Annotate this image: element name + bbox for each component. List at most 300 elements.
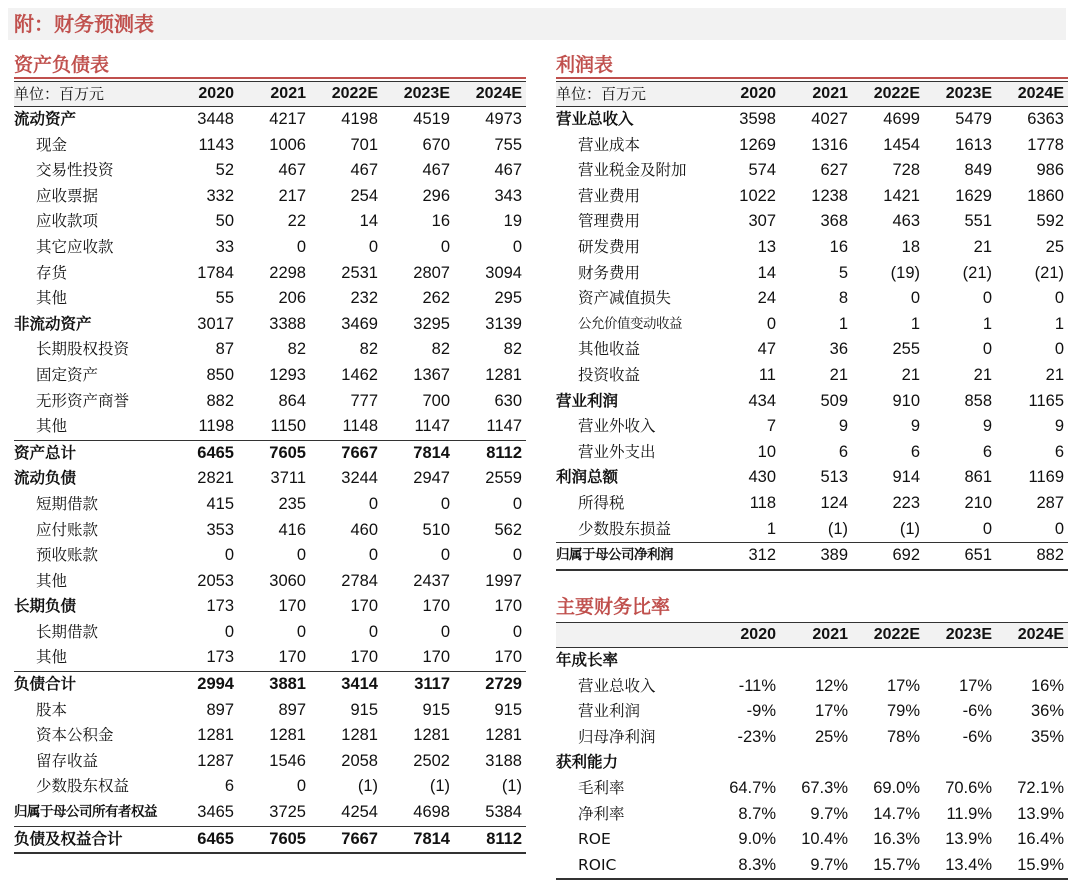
income-cell: 0	[924, 517, 996, 543]
income-cell: 463	[892, 212, 920, 231]
income-row	[556, 543, 1068, 570]
balance-cell: 82	[287, 340, 306, 359]
balance-cell: 415	[206, 494, 234, 513]
income-row	[556, 261, 1068, 287]
balance-cell: 3295	[413, 314, 450, 333]
balance-cell: 52	[215, 161, 234, 180]
income-cell: 9	[910, 417, 920, 436]
income-row-label: 投资收益	[578, 365, 641, 384]
balance-row-label: 资产总计	[14, 443, 77, 462]
balance-cell: 915	[494, 700, 522, 719]
balance-cell: 0	[368, 494, 378, 513]
ratios-cell: 70.6%	[945, 778, 992, 797]
balance-cell: 1293	[269, 365, 306, 384]
ratios-cell: 17%	[958, 676, 992, 695]
balance-cell: 0	[440, 494, 450, 513]
balance-row	[14, 337, 526, 363]
income-cell: 882	[996, 543, 1068, 570]
balance-cell: 254	[350, 186, 378, 205]
balance-row-label: 负债及权益合计	[14, 826, 166, 853]
balance-cell: 467	[350, 161, 378, 180]
balance-cell: 0	[512, 494, 522, 513]
ratios-cell: 13.9%	[945, 830, 992, 849]
ratios-title: 主要财务比率	[556, 596, 671, 618]
balance-row	[14, 698, 526, 724]
balance-cell: 170	[278, 597, 306, 616]
balance-sheet-title: 资产负债表	[14, 52, 526, 79]
income-row-label: 营业费用	[578, 186, 641, 205]
balance-cell: 232	[350, 289, 378, 308]
income-cell: 914	[892, 468, 920, 487]
income-cell: 1169	[1028, 468, 1064, 487]
balance-cell: 3117	[414, 675, 450, 694]
balance-cell: 4698	[382, 800, 454, 826]
balance-cell: 5384	[454, 800, 526, 826]
income-cell: 21	[973, 365, 992, 384]
balance-cell: 467	[278, 161, 306, 180]
balance-row-label: 少数股东权益	[36, 777, 130, 796]
balance-row-label: 负债合计	[14, 675, 77, 694]
income-cell: 0	[1054, 340, 1064, 359]
balance-sheet-table	[14, 81, 526, 854]
balance-row	[14, 774, 526, 800]
ratios-cell: -11%	[738, 676, 776, 695]
income-row-label: 少数股东损益	[556, 517, 708, 543]
balance-cell: 670	[422, 135, 450, 154]
balance-cell: 1143	[198, 135, 234, 154]
income-cell: 287	[1036, 493, 1064, 512]
balance-cell: 2502	[413, 751, 450, 770]
balance-row	[14, 107, 526, 133]
balance-cell: 882	[206, 391, 234, 410]
ratios-row	[556, 674, 1068, 700]
balance-row	[14, 569, 526, 595]
ratios-row-label: 年成长率	[556, 651, 619, 669]
ratios-cell: -9%	[746, 702, 776, 721]
ratios-cell	[924, 648, 996, 674]
balance-cell: 1147	[454, 414, 526, 440]
balance-row	[14, 312, 526, 338]
income-cell: 430	[748, 468, 776, 487]
income-row	[556, 158, 1068, 184]
balance-cell: 1281	[269, 726, 306, 745]
income-row	[556, 414, 1068, 440]
balance-cell: 1546	[269, 751, 306, 770]
income-cell: 223	[892, 493, 920, 512]
balance-cell: 897	[206, 700, 234, 719]
balance-row	[14, 209, 526, 235]
ratios-year-header: 2020	[708, 623, 780, 648]
ratios-cell: -6%	[962, 702, 992, 721]
balance-cell: 2531	[341, 263, 378, 282]
ratios-cell: 11.9%	[946, 804, 992, 823]
balance-cell: 850	[206, 365, 234, 384]
balance-cell: 630	[494, 391, 522, 410]
balance-cell: 3060	[269, 571, 306, 590]
income-year-header: 2023E	[924, 82, 996, 107]
income-cell: 7	[766, 417, 776, 436]
balance-cell: 8112	[486, 443, 522, 462]
income-cell: 18	[901, 237, 920, 256]
income-row-label: 研发费用	[578, 237, 641, 256]
balance-cell: 755	[494, 135, 522, 154]
balance-row	[14, 466, 526, 492]
income-cell: 8	[838, 289, 848, 308]
income-cell: 692	[852, 543, 924, 570]
balance-cell: 6465	[197, 443, 234, 462]
income-cell: 1	[708, 517, 780, 543]
balance-cell: 897	[278, 700, 306, 719]
ratios-cell	[708, 750, 780, 776]
income-cell: 312	[708, 543, 780, 570]
balance-cell: 0	[368, 237, 378, 256]
balance-row	[14, 826, 526, 853]
income-row-label: 财务费用	[578, 263, 641, 282]
income-cell: 651	[924, 543, 996, 570]
income-cell: 0	[982, 340, 992, 359]
balance-cell: 353	[206, 520, 234, 539]
ratios-row	[556, 802, 1068, 828]
balance-cell: 217	[278, 186, 306, 205]
balance-cell: 0	[512, 622, 522, 641]
balance-year-header: 2024E	[454, 82, 526, 107]
ratios-unit-label	[556, 623, 708, 648]
balance-row	[14, 749, 526, 775]
balance-cell: 1997	[485, 571, 522, 590]
balance-row	[14, 184, 526, 210]
balance-cell: 0	[296, 622, 306, 641]
balance-year-header: 2020	[166, 82, 238, 107]
ratios-year-header: 2023E	[924, 623, 996, 648]
balance-unit-label: 单位：百万元	[14, 82, 166, 107]
income-cell: 1	[1054, 314, 1064, 333]
balance-row	[14, 518, 526, 544]
balance-row-label: 其他	[14, 645, 166, 671]
balance-cell: 33	[215, 237, 234, 256]
balance-row-label: 其它应收款	[36, 237, 114, 256]
income-cell: 389	[780, 543, 852, 570]
ratios-year-header: 2024E	[996, 623, 1068, 648]
balance-cell: 4217	[269, 110, 306, 128]
balance-cell: 467	[494, 161, 522, 180]
ratios-cell: 17%	[814, 702, 848, 721]
balance-cell: 296	[422, 186, 450, 205]
balance-row	[14, 723, 526, 749]
balance-row-label: 交易性投资	[36, 161, 114, 180]
balance-cell: 170	[494, 597, 522, 616]
balance-row-label: 存货	[36, 263, 68, 282]
balance-row-label: 现金	[36, 135, 68, 154]
balance-row-label: 资本公积金	[36, 726, 114, 745]
balance-cell: 2729	[485, 675, 522, 694]
balance-cell: 19	[503, 212, 522, 231]
ratios-cell: 8.7%	[738, 804, 776, 823]
balance-cell: 4198	[341, 110, 378, 128]
income-cell: 24	[757, 289, 776, 308]
income-cell: 21	[829, 365, 848, 384]
income-cell: 1238	[811, 186, 848, 205]
balance-cell: 864	[278, 391, 306, 410]
income-cell: 1	[838, 314, 848, 333]
balance-cell: 7814	[382, 826, 454, 853]
income-cell: 1454	[883, 135, 920, 154]
balance-cell: 467	[422, 161, 450, 180]
income-row-label: 所得税	[578, 493, 625, 512]
ratios-cell: 15.9%	[996, 853, 1068, 880]
income-cell: 1629	[955, 186, 992, 205]
balance-cell: 7605	[269, 443, 306, 462]
income-cell: 1022	[739, 186, 776, 205]
ratios-cell: 72.1%	[1017, 778, 1064, 797]
balance-row	[14, 620, 526, 646]
balance-year-header: 2021	[238, 82, 310, 107]
income-row	[556, 312, 1068, 338]
income-cell: 9	[838, 417, 848, 436]
income-cell: 4699	[883, 110, 920, 128]
balance-cell: 0	[296, 546, 306, 565]
balance-cell: 915	[350, 700, 378, 719]
income-cell: 0	[982, 289, 992, 308]
ratios-row	[556, 750, 1068, 776]
balance-cell: 7667	[341, 443, 378, 462]
income-cell: 1613	[955, 135, 992, 154]
ratios-row	[556, 776, 1068, 802]
balance-cell: 1367	[413, 365, 450, 384]
income-cell: 21	[901, 365, 920, 384]
balance-cell: 1281	[485, 365, 522, 384]
ratios-cell: 12%	[814, 676, 848, 695]
income-cell: 0	[766, 314, 776, 333]
balance-cell: 3388	[269, 314, 306, 333]
income-cell: 307	[748, 212, 776, 231]
balance-row-label: 长期股权投资	[36, 340, 130, 359]
balance-year-header: 2022E	[310, 82, 382, 107]
income-cell: (1)	[780, 517, 852, 543]
income-row	[556, 491, 1068, 517]
balance-row	[14, 363, 526, 389]
ratios-row-label: 净利率	[578, 804, 625, 823]
balance-cell: 173	[206, 597, 234, 616]
balance-cell: 343	[494, 186, 522, 205]
balance-row-label: 应付账款	[36, 520, 99, 539]
income-cell: 1421	[883, 186, 920, 205]
ratios-cell: 8.3%	[708, 853, 780, 880]
income-cell: 849	[964, 161, 992, 180]
balance-cell: 87	[215, 340, 234, 359]
income-cell: 6	[838, 442, 848, 461]
income-cell: 124	[820, 493, 848, 512]
income-cell: 14	[757, 263, 776, 282]
income-row-label: 营业外收入	[578, 417, 656, 436]
balance-cell: 416	[278, 520, 306, 539]
balance-cell: 2298	[269, 263, 306, 282]
balance-row-label: 归属于母公司所有者权益	[14, 800, 166, 826]
income-header-row	[556, 82, 1068, 107]
balance-cell: 0	[440, 546, 450, 565]
income-cell: (1)	[852, 517, 924, 543]
income-cell: 118	[749, 493, 776, 512]
income-row-label: 利润总额	[556, 468, 619, 487]
balance-cell: 3448	[197, 110, 234, 128]
income-cell: 5479	[955, 110, 992, 128]
income-cell: 210	[964, 493, 992, 512]
income-cell: 3598	[739, 110, 776, 128]
balance-row-label: 流动负债	[14, 469, 77, 488]
balance-row-label: 其他	[36, 289, 68, 308]
balance-cell: 82	[359, 340, 378, 359]
ratios-row-label: 营业总收入	[578, 676, 656, 695]
income-row-label: 营业利润	[556, 391, 619, 410]
income-row-label: 营业外支出	[578, 442, 656, 461]
balance-row-label: 股本	[36, 700, 68, 719]
income-cell: (21)	[1034, 263, 1064, 282]
balance-cell: 0	[296, 237, 306, 256]
income-cell: 13	[757, 237, 776, 256]
income-statement-title: 利润表	[556, 52, 1068, 79]
balance-cell: 235	[278, 494, 306, 513]
balance-cell: (1)	[357, 777, 378, 796]
ratios-row-label: 营业利润	[578, 702, 641, 721]
income-cell: 10	[757, 442, 776, 461]
income-cell: (21)	[962, 263, 992, 282]
ratios-cell: 25%	[814, 727, 848, 746]
balance-cell: 2559	[485, 469, 522, 488]
balance-cell: 295	[494, 289, 522, 308]
ratios-header-row	[556, 623, 1068, 648]
ratios-year-header: 2022E	[852, 623, 924, 648]
balance-cell: (1)	[429, 777, 450, 796]
balance-row-label: 长期借款	[36, 622, 99, 641]
balance-cell: 1281	[485, 726, 522, 745]
ratios-row-label: 归母净利润	[578, 727, 656, 746]
income-cell: (19)	[890, 263, 920, 282]
balance-cell: 7605	[238, 826, 310, 853]
ratios-cell: -6%	[962, 727, 992, 746]
income-cell: 9	[982, 417, 992, 436]
balance-cell: 50	[215, 212, 234, 231]
income-cell: 368	[820, 212, 848, 231]
balance-cell: 1150	[238, 414, 310, 440]
balance-cell: 1006	[269, 135, 306, 154]
balance-cell: 3469	[341, 314, 378, 333]
ratios-cell: 35%	[1030, 727, 1064, 746]
ratios-row-label: ROIC	[556, 853, 708, 880]
income-cell: 0	[910, 289, 920, 308]
income-year-header: 2022E	[852, 82, 924, 107]
balance-cell: (1)	[501, 777, 522, 796]
ratios-cell: 36%	[1030, 702, 1064, 721]
ratios-cell	[852, 648, 924, 674]
ratios-table	[556, 622, 1068, 880]
ratios-row-label: 毛利率	[578, 778, 625, 797]
ratios-cell: 64.7%	[729, 778, 776, 797]
ratios-cell	[708, 648, 780, 674]
ratios-row	[556, 853, 1068, 880]
balance-cell: 3881	[269, 675, 306, 694]
balance-cell: 915	[422, 700, 450, 719]
balance-cell: 82	[503, 340, 522, 359]
ratios-cell: 9.7%	[780, 853, 852, 880]
balance-cell: 170	[238, 645, 310, 671]
income-cell: 25	[1045, 237, 1064, 256]
balance-cell: 3725	[238, 800, 310, 826]
income-row-label: 归属于母公司净利润	[556, 543, 708, 570]
balance-cell: 8112	[454, 826, 526, 853]
balance-cell: 0	[512, 237, 522, 256]
balance-cell: 1147	[382, 414, 454, 440]
balance-cell: 0	[440, 622, 450, 641]
balance-cell: 700	[422, 391, 450, 410]
balance-row	[14, 133, 526, 159]
balance-cell: 7814	[413, 443, 450, 462]
balance-row-label: 固定资产	[36, 365, 99, 384]
balance-row	[14, 261, 526, 287]
balance-cell: 0	[512, 546, 522, 565]
balance-row	[14, 645, 526, 671]
income-row-label: 其他收益	[578, 340, 641, 359]
income-cell: 6	[1054, 442, 1064, 461]
balance-cell: 173	[166, 645, 238, 671]
ratios-cell	[780, 750, 852, 776]
income-statement-table	[556, 81, 1068, 571]
balance-row	[14, 158, 526, 184]
income-cell: 6	[982, 442, 992, 461]
income-cell: 1	[910, 314, 920, 333]
income-row	[556, 465, 1068, 491]
ratios-cell: 16.4%	[1017, 830, 1064, 849]
income-cell: 11	[758, 365, 776, 384]
income-cell: 0	[996, 517, 1068, 543]
ratios-row	[556, 648, 1068, 674]
ratios-row	[556, 827, 1068, 853]
balance-cell: 2947	[413, 469, 450, 488]
income-unit-label: 单位：百万元	[556, 82, 708, 107]
balance-cell: 7667	[310, 826, 382, 853]
ratios-cell: -23%	[737, 727, 776, 746]
income-row	[556, 363, 1068, 389]
balance-cell: 0	[440, 237, 450, 256]
income-cell: 5	[838, 263, 848, 282]
income-cell: 574	[748, 161, 776, 180]
ratios-cell: 10.4%	[801, 830, 848, 849]
income-row-label: 公允价值变动收益	[578, 315, 682, 332]
ratios-row	[556, 699, 1068, 725]
ratios-cell	[996, 648, 1068, 674]
income-row	[556, 133, 1068, 159]
income-cell: 1269	[739, 135, 776, 154]
income-cell: 1778	[1027, 135, 1064, 154]
income-row	[556, 235, 1068, 261]
balance-cell: 2058	[341, 751, 378, 770]
balance-row	[14, 543, 526, 569]
income-row	[556, 209, 1068, 235]
income-cell: 858	[964, 391, 992, 410]
balance-row	[14, 672, 526, 698]
income-cell: 861	[964, 468, 992, 487]
balance-cell: 3017	[197, 314, 234, 333]
balance-row	[14, 235, 526, 261]
income-year-header: 2024E	[996, 82, 1068, 107]
balance-row	[14, 594, 526, 620]
balance-cell: 2994	[197, 675, 234, 694]
balance-cell: 1148	[310, 414, 382, 440]
balance-cell: 510	[422, 520, 450, 539]
balance-cell: 3188	[485, 751, 522, 770]
balance-cell: 22	[287, 212, 306, 231]
ratios-cell: 69.0%	[873, 778, 920, 797]
balance-cell: 2807	[413, 263, 450, 282]
balance-cell: 14	[359, 212, 378, 231]
